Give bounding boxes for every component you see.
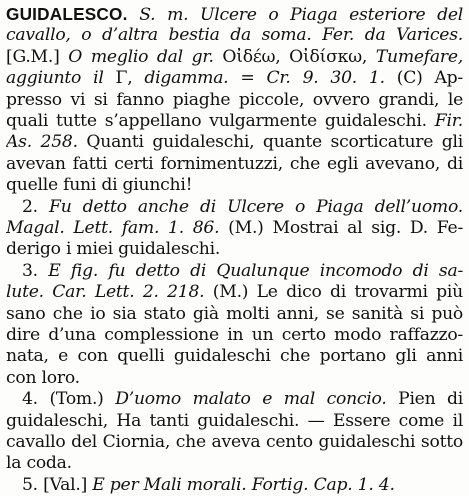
entry-line xyxy=(6,109,463,133)
entry-line xyxy=(6,2,463,26)
text-segment: Le dico di trovarmi più xyxy=(256,282,463,303)
text-segment: presso vi si fanno piaghe piccole, ovvero grandi, le xyxy=(6,89,463,110)
entry-line xyxy=(6,451,463,475)
text-segment: Γ, xyxy=(115,68,145,89)
text-segment: guidaleschi, Ha tanti guidaleschi. — Essere come il xyxy=(6,410,463,431)
italic-text: cavallo, o d’altra bestia da soma. Fer. da Varices. xyxy=(6,25,463,46)
text-segment: 5. [Val.] xyxy=(22,474,93,495)
entry-line xyxy=(6,130,463,154)
italic-text: aggiunto il xyxy=(6,68,116,89)
text-segment: Quanti guidaleschi, quante scorticature gli xyxy=(86,132,463,153)
entry-line xyxy=(6,280,463,304)
text-segment: 4. (Tom.) xyxy=(22,389,116,410)
italic-text: E fig. fu detto di Qualunque incomodo di sa- xyxy=(48,260,463,281)
text-segment: avevan fatti certi fornimentuzzi, che egli avevano, di xyxy=(6,153,463,174)
italic-text: Cr. 9. 30. 1. xyxy=(266,68,397,89)
entry-line xyxy=(6,409,463,433)
text-segment: (C) Ap- xyxy=(396,68,463,89)
italic-text: As. 258. xyxy=(6,132,87,153)
text-segment xyxy=(128,5,140,25)
italic-text: Magal. Lett. fam. 1. 86. xyxy=(6,218,229,238)
entry-line xyxy=(6,237,463,261)
text-segment: derigo i miei guidaleschi. xyxy=(6,239,221,260)
text-segment: 3. xyxy=(22,260,49,281)
italic-text: Tumefare, xyxy=(375,46,463,67)
text-segment: = xyxy=(240,68,267,89)
entry-line xyxy=(6,344,463,368)
entry-line xyxy=(22,259,463,283)
italic-text: lute. Car. Lett. 2. 218. xyxy=(6,282,213,303)
entry-line xyxy=(6,323,463,347)
text-segment: (M.) xyxy=(228,218,273,238)
italic-text: Fir. xyxy=(434,111,463,131)
text-segment: cavallo del Ciornia, che aveva cento guidaleschi sotto xyxy=(6,432,463,452)
text-segment: 2. xyxy=(22,196,50,217)
entry-line xyxy=(6,430,463,454)
text-segment: Οἰδέω, Οἰδίσκω, xyxy=(222,46,376,67)
text-segment: sano che io sia stato già molti anni, se sanità si può xyxy=(6,303,463,324)
entry-line xyxy=(6,66,463,90)
entry-line xyxy=(6,23,463,47)
entry-line xyxy=(6,173,463,197)
entry-line xyxy=(22,473,463,497)
italic-text: Fu detto anche di Ulcere o Piaga dell’uomo. xyxy=(49,196,463,217)
italic-text: S. m. Ulcere o Piaga esteriore del xyxy=(139,5,463,25)
text-segment: [G.M.] xyxy=(6,46,69,67)
italic-text: D’uomo malato e mal concio. xyxy=(115,389,399,410)
text-segment: la coda. xyxy=(6,453,72,474)
headword: GUIDALESCO. xyxy=(6,4,128,24)
text-segment: quali tutte s’appellano vulgarmente guidaleschi. xyxy=(6,111,435,131)
entry-line xyxy=(6,88,463,112)
entry-line xyxy=(6,302,463,326)
entry-line xyxy=(6,45,463,69)
italic-text: digamma. xyxy=(144,68,241,89)
entry-line xyxy=(6,366,463,390)
text-segment: Pien di xyxy=(398,389,463,410)
text-segment: nata, e con quelli guidaleschi che portano gli anni xyxy=(6,346,463,367)
text-segment: (M.) xyxy=(212,282,257,303)
text-segment: dire d’una complessione in un certo modo raffazzo- xyxy=(6,325,463,345)
entry-line xyxy=(6,216,463,240)
text-segment: con loro. xyxy=(6,367,80,388)
italic-text: E per Mali morali. Fortig. Cap. 1. 4. xyxy=(92,474,395,495)
italic-text: O meglio dal gr. xyxy=(68,46,223,67)
text-segment: Mostrai al sig. D. Fe- xyxy=(272,218,463,238)
text-segment: quelle funi di giunchi! xyxy=(6,175,193,196)
entry-line xyxy=(6,152,463,176)
entry-line xyxy=(22,195,463,219)
entry-line xyxy=(22,387,463,411)
